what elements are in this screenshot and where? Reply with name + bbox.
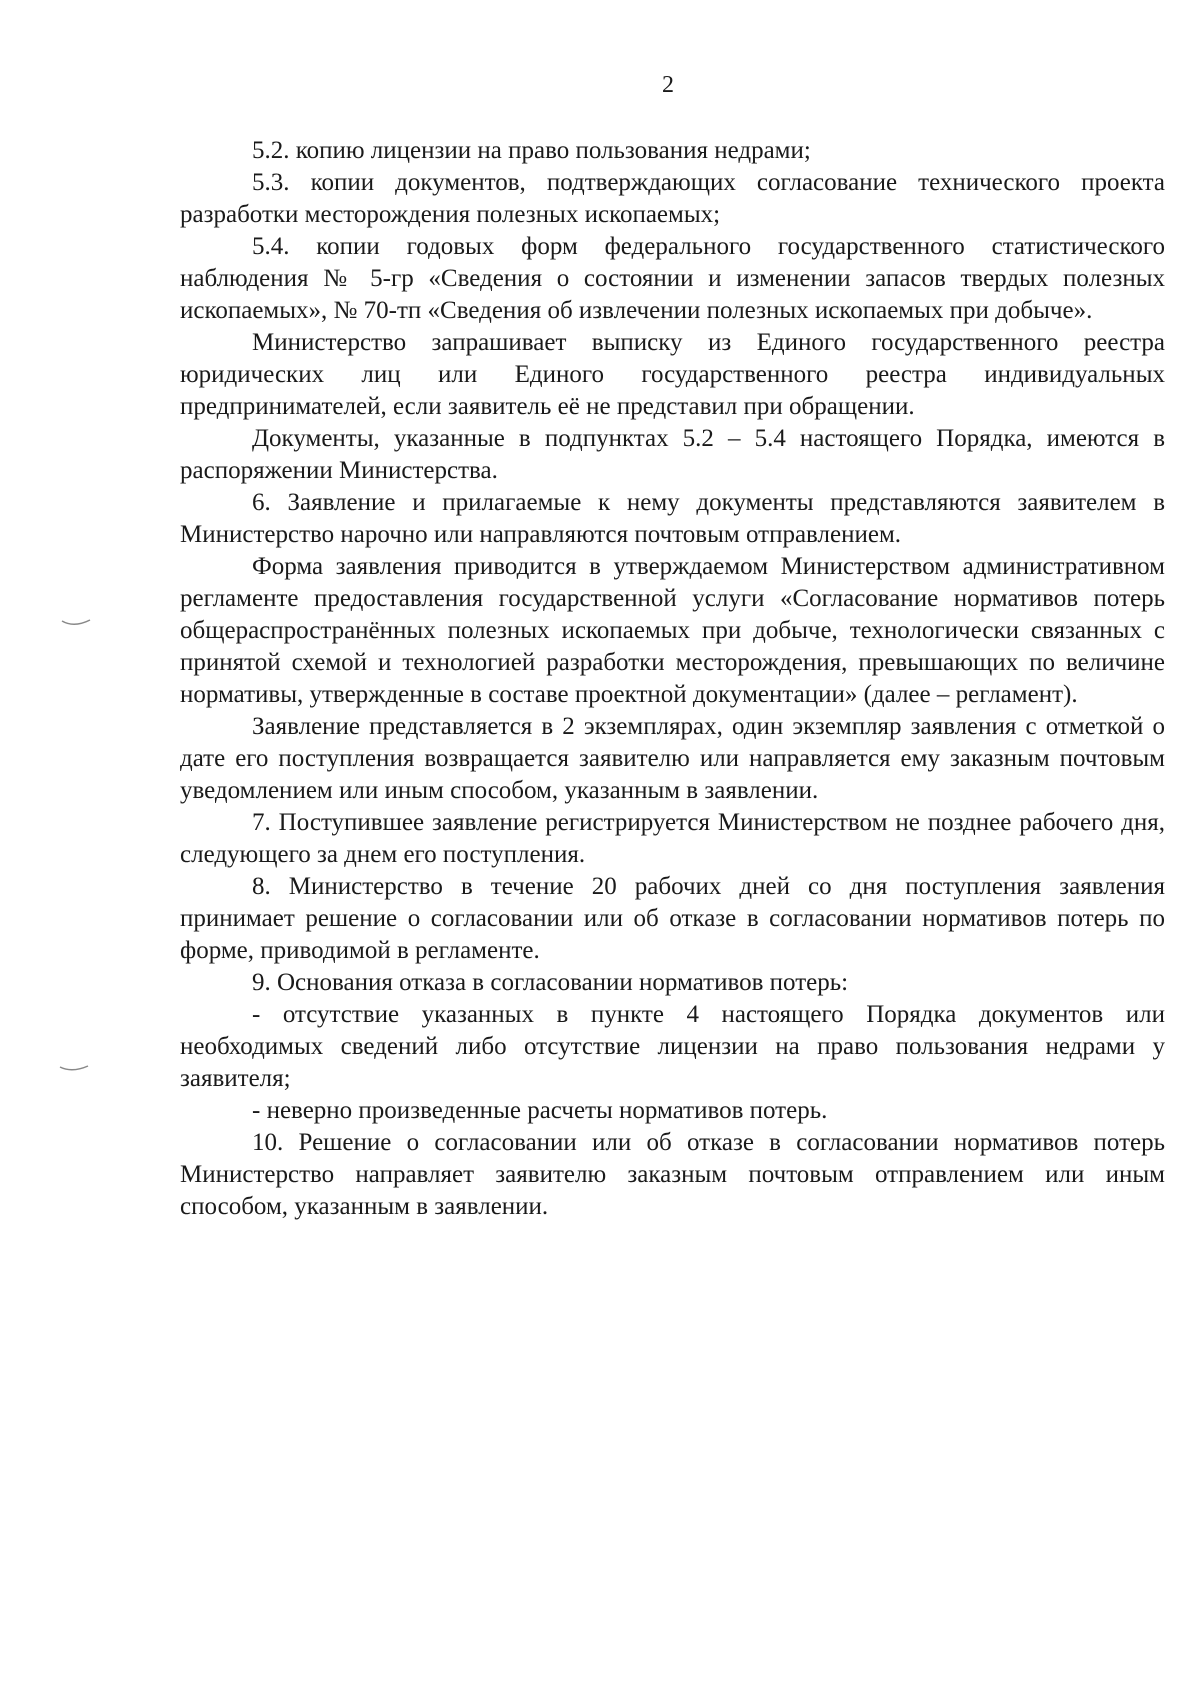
paragraph-6: 6. Заявление и прилагаемые к нему документы представляются заявителем в Министерство нарочно или направляются почтовым отправлением. bbox=[180, 489, 1165, 548]
paragraph-application-form: Форма заявления приводится в утверждаемом Министерством административном регламенте предоставления государственной услуги «Согласование нормативов потерь общераспространённых полезных ископаемых при добыче, технологически связанных с принятой схемой и технологией разработки месторождения, превышающих по величине нормативы, утвержденные в составе проектной документации» (далее – регламент). bbox=[180, 553, 1165, 708]
paragraph-9: 9. Основания отказа в согласовании нормативов потерь: bbox=[252, 969, 849, 996]
paragraph-9-item-2: - неверно произведенные расчеты нормативов потерь. bbox=[252, 1097, 828, 1124]
paragraph-8: 8. Министерство в течение 20 рабочих дней со дня поступления заявления принимает решение о согласовании или об отказе в согласовании нормативов потерь по форме, приводимой в регламенте. bbox=[180, 873, 1165, 964]
paragraph-two-copies: Заявление представляется в 2 экземплярах, один экземпляр заявления с отметкой о дате его поступления возвращается заявителю или направляется ему заказным почтовым уведомлением или иным способом, указанным в заявлении. bbox=[180, 713, 1165, 804]
punch-hole-mark-upper bbox=[60, 618, 96, 628]
paragraph-9-item-1: - отсутствие указанных в пункте 4 настоящего Порядка документов или необходимых сведений либо отсутствие лицензии на право пользования недрами у заявителя; bbox=[180, 1001, 1165, 1092]
paragraph-10: 10. Решение о согласовании или об отказе в согласовании нормативов потерь Министерство направляет заявителю заказным почтовым отправлением или иным способом, указанным в заявлении. bbox=[180, 1129, 1165, 1220]
paragraph-5-2: 5.2. копию лицензии на право пользования недрами; bbox=[252, 137, 811, 164]
paragraph-documents-available: Документы, указанные в подпунктах 5.2 – 5.4 настоящего Порядка, имеются в распоряжении Министерства. bbox=[180, 425, 1165, 484]
document-body bbox=[180, 135, 1165, 1223]
paragraph-ministry-request: Министерство запрашивает выписку из Единого государственного реестра юридических лиц или Единого государственного реестра индивидуальных предпринимателей, если заявитель её не представил при обращении. bbox=[180, 329, 1165, 420]
punch-hole-mark-lower bbox=[58, 1064, 94, 1074]
paragraph-5-3: 5.3. копии документов, подтверждающих согласование технического проекта разработки месторождения полезных ископаемых; bbox=[180, 169, 1165, 228]
page-number: 2 bbox=[662, 72, 674, 98]
paragraph-5-4: 5.4. копии годовых форм федерального государственного статистического наблюдения № 5-гр «Сведения о состоянии и изменении запасов твердых полезных ископаемых», № 70-тп «Сведения об извлечении полезных ископаемых при добыче». bbox=[180, 233, 1165, 324]
paragraph-7: 7. Поступившее заявление регистрируется Министерством не позднее рабочего дня, следующего за днем его поступления. bbox=[180, 809, 1165, 868]
